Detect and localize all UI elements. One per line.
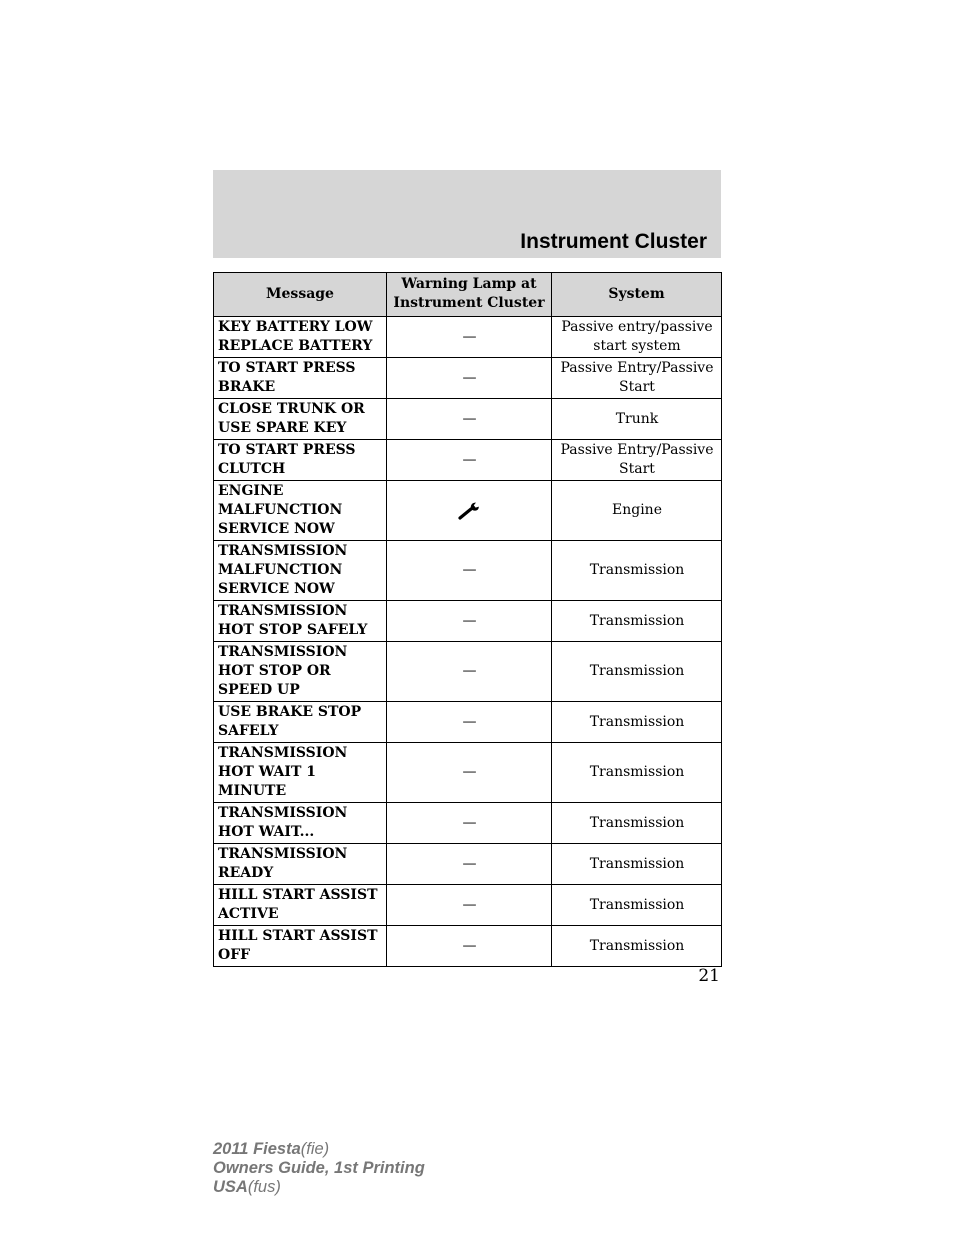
table-row bbox=[214, 399, 722, 440]
system-cell: Transmission bbox=[552, 702, 722, 743]
table-row bbox=[214, 440, 722, 481]
footer-model: 2011 Fiesta bbox=[213, 1140, 301, 1158]
system-cell: Transmission bbox=[552, 926, 722, 967]
message-table bbox=[213, 272, 722, 967]
system-cell: Transmission bbox=[552, 885, 722, 926]
message-cell: HILL START ASSIST OFF bbox=[214, 926, 387, 967]
message-cell: TRANSMISSION HOT STOP OR SPEED UP bbox=[214, 642, 387, 702]
table-row bbox=[214, 743, 722, 803]
footer-line-model bbox=[213, 1140, 425, 1159]
column-header-message: Message bbox=[214, 273, 387, 317]
footer-imprint bbox=[213, 1140, 425, 1197]
message-cell: TO START PRESS CLUTCH bbox=[214, 440, 387, 481]
table-row bbox=[214, 803, 722, 844]
warning-lamp-cell: — bbox=[387, 926, 552, 967]
system-cell: Transmission bbox=[552, 803, 722, 844]
column-header-warning-lamp: Warning Lamp at Instrument Cluster bbox=[387, 273, 552, 317]
system-cell: Passive Entry/Passive Start bbox=[552, 358, 722, 399]
message-cell: TRANSMISSION MALFUNCTION SERVICE NOW bbox=[214, 541, 387, 601]
footer-market-code: (fus) bbox=[247, 1178, 281, 1196]
table-row bbox=[214, 642, 722, 702]
message-cell: USE BRAKE STOP SAFELY bbox=[214, 702, 387, 743]
section-title: Instrument Cluster bbox=[520, 230, 707, 253]
system-cell: Transmission bbox=[552, 844, 722, 885]
system-cell: Passive entry/passive start system bbox=[552, 317, 722, 358]
footer-model-code: (fie) bbox=[300, 1140, 330, 1158]
system-cell: Transmission bbox=[552, 743, 722, 803]
message-cell: TRANSMISSION HOT STOP SAFELY bbox=[214, 601, 387, 642]
warning-lamp-cell: — bbox=[387, 844, 552, 885]
system-cell: Engine bbox=[552, 481, 722, 541]
warning-lamp-cell: — bbox=[387, 440, 552, 481]
warning-lamp-cell: — bbox=[387, 702, 552, 743]
message-cell: TRANSMISSION READY bbox=[214, 844, 387, 885]
message-cell: HILL START ASSIST ACTIVE bbox=[214, 885, 387, 926]
column-header-system: System bbox=[552, 273, 722, 317]
message-cell: KEY BATTERY LOW REPLACE BATTERY bbox=[214, 317, 387, 358]
warning-lamp-cell: — bbox=[387, 399, 552, 440]
warning-lamp-cell: — bbox=[387, 601, 552, 642]
message-cell: CLOSE TRUNK OR USE SPARE KEY bbox=[214, 399, 387, 440]
page-number: 21 bbox=[698, 966, 720, 986]
wrench-icon bbox=[457, 500, 483, 522]
message-cell: TRANSMISSION HOT WAIT 1 MINUTE bbox=[214, 743, 387, 803]
system-cell: Transmission bbox=[552, 601, 722, 642]
warning-lamp-cell bbox=[387, 481, 552, 541]
table-row bbox=[214, 317, 722, 358]
warning-lamp-cell: — bbox=[387, 743, 552, 803]
table-row bbox=[214, 601, 722, 642]
warning-lamp-cell: — bbox=[387, 885, 552, 926]
table-row bbox=[214, 481, 722, 541]
system-cell: Passive Entry/Passive Start bbox=[552, 440, 722, 481]
warning-lamp-cell: — bbox=[387, 642, 552, 702]
table-header-row bbox=[214, 273, 722, 317]
system-cell: Transmission bbox=[552, 642, 722, 702]
warning-lamp-cell: — bbox=[387, 358, 552, 399]
table-row bbox=[214, 885, 722, 926]
footer-market: USA bbox=[213, 1178, 248, 1196]
system-cell: Trunk bbox=[552, 399, 722, 440]
footer-printing: Owners Guide, 1st Printing bbox=[213, 1159, 425, 1177]
warning-lamp-cell: — bbox=[387, 803, 552, 844]
section-header-band bbox=[213, 170, 721, 258]
message-cell: TRANSMISSION HOT WAIT... bbox=[214, 803, 387, 844]
message-cell: ENGINE MALFUNCTION SERVICE NOW bbox=[214, 481, 387, 541]
system-cell: Transmission bbox=[552, 541, 722, 601]
warning-lamp-cell: — bbox=[387, 541, 552, 601]
table-row bbox=[214, 844, 722, 885]
table-row bbox=[214, 358, 722, 399]
message-cell: TO START PRESS BRAKE bbox=[214, 358, 387, 399]
table-row bbox=[214, 926, 722, 967]
table-row bbox=[214, 702, 722, 743]
table-row bbox=[214, 541, 722, 601]
footer-line-market bbox=[213, 1178, 425, 1197]
warning-lamp-cell: — bbox=[387, 317, 552, 358]
